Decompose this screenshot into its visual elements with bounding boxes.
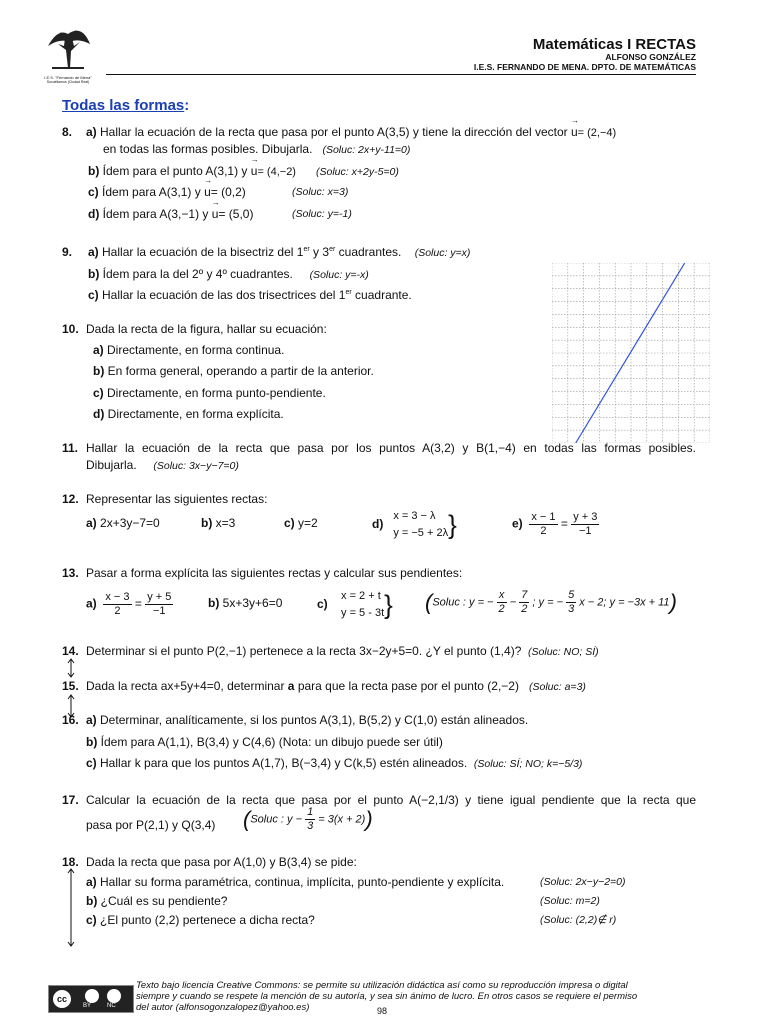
problem-13c: c) x = 2 + t y = 5 - 3t} [317, 589, 393, 620]
problem-10a: a) Directamente, en forma continua. [93, 343, 285, 357]
problem-11-cont: Dibujarla. (Soluc: 3x−y−7=0) [86, 458, 239, 472]
cc-license-badge [48, 985, 134, 1013]
problem-number: 10. [62, 322, 79, 336]
problem-12-text: Representar las siguientes rectas: [86, 492, 268, 506]
problem-12b: b) x=3 [201, 516, 236, 530]
problem-12a: a) 2x+3y−7=0 [86, 516, 160, 530]
problem-number: 9. [62, 245, 73, 259]
problem-8b: b) Ídem para el punto A(3,1) y → u= (4,−2) (Soluc: x+2y-5=0) [88, 164, 399, 178]
problem-17-cont: pasa por P(2,1) y Q(3,4) [86, 818, 216, 832]
problem-8c: c) Ídem para A(3,1) y → u= (0,2) [88, 185, 246, 199]
problem-18a: a) Hallar su forma paramétrica, continua, implícita, punto-pendiente y explícita. [86, 875, 505, 889]
problem-number: 13. [62, 566, 79, 580]
problem-15: Dada la recta ax+5y+4=0, determinar a para que la recta pase por el punto (2,−2) (Soluc: a=3) [86, 679, 586, 693]
problem-16b: b) Ídem para A(1,1), B(3,4) y C(4,6) (Nota: un dibujo puede ser útil) [86, 735, 443, 749]
header-divider [106, 74, 696, 75]
problem-17-text: Calcular la ecuación de la recta que pasa por el punto A(−2,1/3) y tiene igual pendiente que la recta que [86, 793, 696, 807]
problem-9b: b) Ídem para la del 2º y 4º cuadrantes. (Soluc: y=-x) [88, 267, 369, 281]
tree-logo-icon [38, 24, 98, 70]
cc-icon: cc [53, 990, 71, 1008]
problem-12e: e) $\frac{x - 1}{2}$ = $\frac{y + 3}{-1}$ [512, 511, 598, 537]
problem-16c: c) Hallar k para que los puntos A(1,7), B(−3,4) y C(k,5) estén alineados. (Soluc: SÍ; NO; k=−5/3) [86, 756, 583, 770]
problem-number: 15. [62, 679, 79, 693]
problem-18-text: Dada la recta que pasa por A(1,0) y B(3,4) se pide: [86, 855, 357, 869]
problem-18b: b) ¿Cuál es su pendiente? [86, 894, 228, 908]
problem-number: 18. [62, 855, 79, 869]
problem-18a-solution: (Soluc: 2x−y−2=0) [540, 876, 626, 888]
problem-12c: c) y=2 [284, 516, 318, 530]
problem-8a: a) Hallar la ecuación de la recta que pasa por el punto A(3,5) y tiene la dirección del vector → u= (2,−4) [86, 125, 616, 139]
double-arrow-icon [66, 868, 76, 948]
logo-caption-2: Socuéllamos (Ciudad Real) [46, 80, 90, 84]
problem-13-text: Pasar a forma explícita las siguientes rectas y calcular sus pendientes: [86, 566, 463, 580]
problem-number: 16. [62, 713, 79, 727]
problem-16a: a) Determinar, analíticamente, si los puntos A(3,1), B(5,2) y C(1,0) están alineados. [86, 713, 529, 727]
problem-9a: a) Hallar la ecuación de la bisectriz del 1er y 3er cuadrantes. (Soluc: y=x) [88, 245, 471, 259]
problem-13b: b) 5x+3y+6=0 [208, 596, 283, 610]
problem-18b-solution: (Soluc: m=2) [540, 895, 600, 907]
problem-number: 11. [62, 441, 79, 455]
problem-10-text: Dada la recta de la figura, hallar su ecuación: [86, 322, 327, 336]
problem-8c-solution: (Soluc: x=3) [292, 186, 349, 198]
author-name: ALFONSO GONZÁLEZ [605, 52, 696, 62]
problem-10b: b) En forma general, operando a partir de la anterior. [93, 364, 374, 378]
person-icon [85, 989, 99, 1003]
school-name: I.E.S. FERNANDO DE MENA. DPTO. DE MATEMÁTICAS [473, 62, 696, 72]
problem-8a-cont: en todas las formas posibles. Dibujarla. (Soluc: 2x+y-11=0) [103, 142, 411, 156]
section-title: Todas las formas: [62, 97, 190, 114]
problem-13a: a) $\frac{x - 3}{2}$ = $\frac{y + 5}{-1}$ [86, 591, 172, 617]
problem-18c: c) ¿El punto (2,2) pertenece a dicha recta? [86, 913, 315, 927]
problem-8d-solution: (Soluc: y=-1) [292, 208, 352, 220]
problem-10c: c) Directamente, en forma punto-pendiente. [93, 386, 326, 400]
problem-9c: c) Hallar la ecuación de las dos trisectrices del 1er cuadrante. [88, 288, 412, 302]
non-commercial-icon [107, 989, 121, 1003]
problem-17-solution: (Soluc : y − $\frac{1}{3}$ = 3(x + 2)) [243, 806, 373, 832]
problem-10d: d) Directamente, en forma explícita. [93, 407, 284, 421]
problem-8d: d) Ídem para A(3,−1) y → u= (5,0) [88, 207, 253, 221]
page-title: Matemáticas I RECTAS [532, 36, 696, 53]
problem-number: 17. [62, 793, 79, 807]
problem-13-solution: (Soluc : y = − $\frac{x}{2}$ − $\frac{7}{2}$ ; y = − $\frac{5}{3}$ x − 2; y = −3x + 11) [425, 589, 677, 615]
cc-by-label: BY [83, 1003, 92, 1009]
problem-12d: d) x = 3 − λ y = −5 + 2λ} [372, 509, 457, 540]
problem-number: 14. [62, 644, 79, 658]
problem-18c-solution: (Soluc: (2,2)∉ r) [540, 914, 617, 926]
problem-number: 12. [62, 492, 79, 506]
problem-11-text: Hallar la ecuación de la recta que pasa por los puntos A(3,2) y B(1,−4) en todas las formas posibles. [86, 441, 696, 455]
license-text: Texto bajo licencia Creative Commons: se permite su utilización didáctica así como su reproducción impresa o digital siempre y cuando se respete la mención de su autoría, y sea sin ánimo de lucro. En otros casos se requiere el permiso del autor (alfonsogonzalopez@yahoo.es) [136, 980, 638, 1013]
logo-caption: I.E.S. "Fernando de Mena" [44, 75, 92, 80]
problem-number: 8. [62, 125, 73, 139]
school-logo [38, 24, 98, 84]
problem-14: Determinar si el punto P(2,−1) pertenece a la recta 3x−2y+5=0. ¿Y el punto (1,4)? (Soluc: NO; SÍ) [86, 644, 599, 658]
line-graph [552, 263, 710, 443]
cc-nc-label: NC [107, 1003, 116, 1009]
page-number: 98 [377, 1006, 388, 1016]
